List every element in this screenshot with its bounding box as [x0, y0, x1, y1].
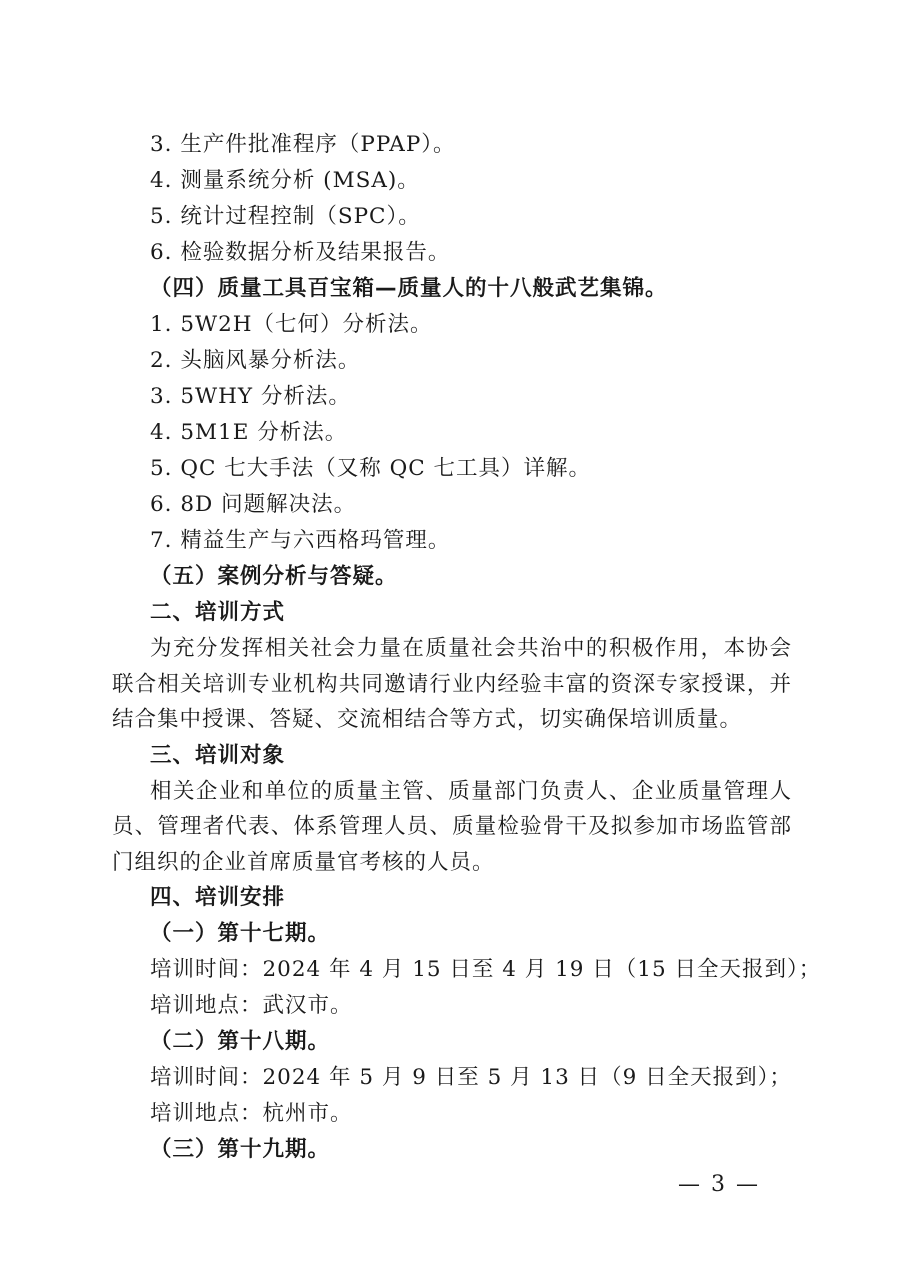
list-item: 4. 5M1E 分析法。 [150, 420, 348, 445]
list-item: 1. 5W2H（七何）分析法。 [150, 312, 433, 337]
list-item: 2. 头脑风暴分析法。 [150, 348, 361, 373]
section-heading: （五）案例分析与答疑。 [150, 564, 398, 589]
list-item: 3. 生产件批准程序（PPAP）。 [150, 132, 456, 157]
paragraph: 相关企业和单位的质量主管、质量部门负责人、企业质量管理人员、管理者代表、体系管理人员、质量检验骨干及拟参加市场监管部门组织的企业首席质量官考核的人员。 [112, 778, 792, 875]
list-item: 3. 5WHY 分析法。 [150, 384, 351, 409]
list-item: 4. 测量系统分析 (MSA)。 [150, 168, 420, 193]
chapter-heading: 二、培训方式 [150, 600, 286, 625]
session-place: 培训地点：武汉市。 [150, 993, 353, 1018]
list-item: 6. 8D 问题解决法。 [150, 492, 357, 517]
list-item: 6. 检验数据分析及结果报告。 [150, 240, 451, 265]
section-heading: （四）质量工具百宝箱—质量人的十八般武艺集锦。 [150, 276, 668, 301]
session-title: （二）第十八期。 [150, 1029, 331, 1054]
page-number: — 3 — [678, 1172, 760, 1197]
page-body [112, 127, 822, 1168]
chapter-heading: 三、培训对象 [150, 742, 286, 768]
session-title: （三）第十九期。 [150, 1137, 331, 1162]
list-item: 7. 精益生产与六西格玛管理。 [150, 528, 451, 553]
list-item: 5. 统计过程控制（SPC）。 [150, 204, 421, 229]
session-time: 培训时间：2024 年 4 月 15 日至 4 月 19 日（15 日全天报到）； [150, 957, 822, 982]
session-title: （一）第十七期。 [150, 921, 331, 946]
session-time: 培训时间：2024 年 5 月 9 日至 5 月 13 日（9 日全天报到）； [150, 1065, 792, 1090]
paragraph: 为充分发挥相关社会力量在质量社会共治中的积极作用，本协会联合相关培训专业机构共同邀请行业内经验丰富的资深专家授课，并结合集中授课、答疑、交流相结合等方式，切实确保培训质量。 [112, 636, 792, 732]
chapter-heading: 四、培训安排 [150, 885, 286, 910]
session-place: 培训地点：杭州市。 [150, 1101, 353, 1126]
list-item: 5. QC 七大手法（又称 QC 七工具）详解。 [150, 456, 592, 481]
